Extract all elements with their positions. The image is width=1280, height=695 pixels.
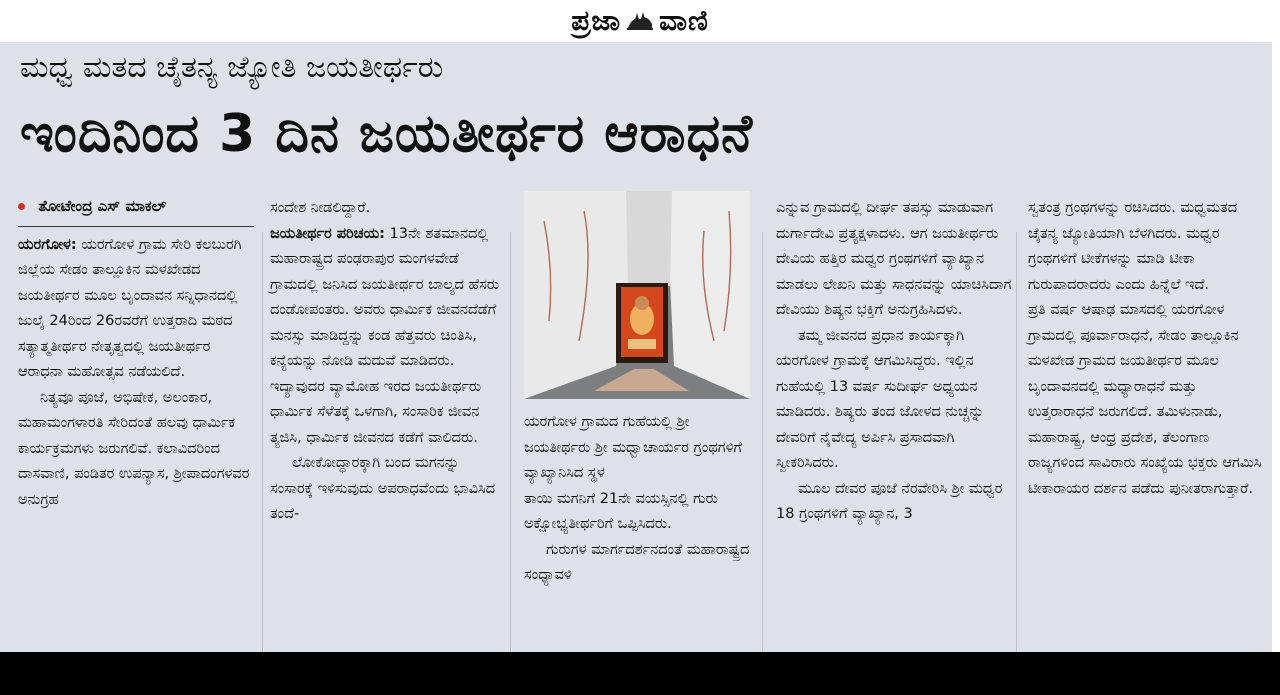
subhead: ಜಯತೀರ್ಥರ ಪರಿಚಯ: (270, 225, 385, 242)
paragraph: ತಾಯಿ ಮಗನಿಗೆ 21ನೇ ವಯಸ್ಸಿನಲ್ಲಿ ಗುರು ಅಕ್ಷೋಭ್ಯತೀರ್ಥರಿಗೆ ಒಪ್ಪಿಸಿದರು. (524, 490, 718, 532)
paragraph: ಸಂದೇಶ ನೀಡಲಿದ್ದಾರೆ. (270, 200, 371, 216)
article-page (0, 42, 1272, 652)
photo-caption: ಯರಗೋಳ ಗ್ರಾಮದ ಗುಹೆಯಲ್ಲಿ ಶ್ರೀ ಜಯತೀರ್ಥರು ಶ್ರೀ ಮಧ್ವಾಚಾರ್ಯರ ಗ್ರಂಥಗಳಿಗೆ ವ್ಯಾಖ್ಯಾನಿಸಿದ ಸ್ಥಳ (524, 414, 742, 481)
column-1 (18, 194, 254, 513)
paragraph: ಸ್ವತಂತ್ರ ಗ್ರಂಥಗಳನ್ನು ರಚಿಸಿದರು. ಮಧ್ವಮತದ ಚೈತನ್ಯ ಜ್ಯೋತಿಯಾಗಿ ಬೆಳಗಿದರು. ಮಧ್ವರ ಗ್ರಂಥಗಳಿಗೆ ಟೀಕೆಗಳನ್ನು ಮಾಡಿ ಟೀಕಾ ಗುರುಪಾದರಾದರು ಎಂದು ಹಿನ್ನೆಲೆ ಇದೆ. (1028, 200, 1238, 293)
masthead (0, 0, 1280, 42)
column-2 (270, 196, 504, 528)
kicker: ಮಧ್ವ ಮತದ ಚೈತನ್ಯ ಜ್ಯೋತಿ ಜಯತೀರ್ಥರು (20, 50, 444, 85)
cave-shrine-image (524, 191, 750, 399)
paragraph: ಮೂಲ ದೇವರ ಪೂಜೆ ನೆರವೇರಿಸಿ ಶ್ರೀ ಮಧ್ವರ 18 ಗ್ರಂಥಗಳಿಗೆ ವ್ಯಾಖ್ಯಾನ, 3 (776, 480, 1003, 522)
column-5 (1028, 196, 1262, 502)
paragraph (270, 222, 504, 452)
column-rule (510, 232, 511, 652)
emblem-icon (625, 10, 655, 32)
paragraph (18, 233, 254, 386)
paragraph-text: ಯರಗೋಳ ಗ್ರಾಮ ಸೇರಿ ಕಲಬುರಗಿ ಜಿಲ್ಲೆಯ ಸೇಡಂ ತಾಲ್ಲೂಕಿನ ಮಳಖೇಡದ ಜಯತೀರ್ಥರ ಮೂಲ ಬೃಂದಾವನ ಸನ್ನಿಧಾನದಲ್ಲಿ ಜುಲೈ 24ರಿಂದ 26ರವರೆಗೆ ಉತ್ತರಾದಿ ಮಠದ ಸತ್ಯಾತ್ಮತೀರ್ಥರ ನೇತೃತ್ವದಲ್ಲಿ ಜಯತೀರ್ಥರ ಆರಾಧನಾ ಮಹೋತ್ಸವ ನಡೆಯಲಿದೆ. (18, 236, 242, 380)
byline (18, 194, 254, 227)
column-rule (762, 232, 763, 652)
headline: ಇಂದಿನಿಂದ 3 ದಿನ ಜಯತೀರ್ಥರ ಆರಾಧನೆ (20, 104, 754, 164)
masthead-left: ಪ್ರಜಾ (571, 4, 622, 37)
dateline: ಯರಗೋಳ: (18, 236, 77, 253)
cave-photo (524, 191, 750, 399)
paragraph: ತಮ್ಮ ಜೀವನದ ಪ್ರಧಾನ ಕಾರ್ಯಕ್ಕಾಗಿ ಯರಗೋಳ ಗ್ರಾಮಕ್ಕೆ ಆಗಮಿಸಿದ್ದರು. ಇಲ್ಲಿನ ಗುಹೆಯಲ್ಲಿ 13 ವರ್ಷ ಸುದೀರ್ಘ ಅಧ್ಯಯನ ಮಾಡಿದರು. ಶಿಷ್ಯರು ತಂದ ಜೋಳದ ನುಚ್ಚನ್ನು ದೇವರಿಗೆ ನೈವೇದ್ಯ ಅರ್ಪಿಸಿ ಪ್ರಸಾದವಾಗಿ ಸ್ವೀಕರಿಸಿದರು. (776, 327, 984, 471)
byline-text: ತೋಟೇಂದ್ರ ಎಸ್ ಮಾಕಲ್ (38, 197, 167, 215)
bullet-icon (18, 203, 25, 210)
column-rule (1016, 232, 1017, 652)
paragraph: ನಿತ್ಯವೂ ಪೂಜೆ, ಅಭಿಷೇಕ, ಅಲಂಕಾರ, ಮಹಾಮಂಗಳಾರತಿ ಸೇರಿದಂತೆ ಹಲವು ಧಾರ್ಮಿಕ ಕಾರ್ಯಕ್ರಮಗಳು ಜರುಗಲಿವೆ. ಕಲಾವಿದರಿಂದ ದಾಸವಾಣಿ, ಪಂಡಿತರ ಉಪನ್ಯಾಸ, ಶ್ರೀಪಾದಂಗಳವರ ಅನುಗ್ರಹ (18, 389, 250, 508)
column-3 (524, 410, 754, 589)
column-rule (262, 232, 263, 652)
column-4 (776, 196, 1012, 528)
masthead-right: ವಾಣಿ (659, 4, 709, 37)
paragraph-text: 13ನೇ ಶತಮಾನದಲ್ಲಿ ಮಹಾರಾಷ್ಟ್ರದ ಪಂಢರಾಪುರ ಮಂಗಳವೇಡೆ ಗ್ರಾಮದಲ್ಲಿ ಜನಿಸಿದ ಜಯತೀರ್ಥರ ಬಾಲ್ಯದ ಹೆಸರು ದಂಡೋಪಂತರು. ಅವರು ಧಾರ್ಮಿಕ ಜೀವನದೆಡೆಗೆ ಮನಸ್ಸು ಮಾಡಿದ್ದನ್ನು ಕಂಡ ಹೆತ್ತವರು ಚಿಂತಿಸಿ, ಕನ್ಯೆಯನ್ನು ನೋಡಿ ಮದುವೆ ಮಾಡಿದರು. ಇದ್ಯಾವುದರ ವ್ಯಾಮೋಹ ಇರದ ಜಯತೀರ್ಥರು ಧಾರ್ಮಿಕ ಸೆಳೆತಕ್ಕೆ ಒಳಗಾಗಿ, ಸಂಸಾರಿಕ ಜೀವನ ತ್ಯಜಿಸಿ, ಧಾರ್ಮಿಕ ಜೀವನದ ಕಡೆಗೆ ವಾಲಿದರು. (270, 225, 500, 446)
paragraph: ಎನ್ನುವ ಗ್ರಾಮದಲ್ಲಿ ದೀರ್ಘ ತಪಸ್ಸು ಮಾಡುವಾಗ ದುರ್ಗಾದೇವಿ ಪ್ರತ್ಯಕ್ಷಳಾದಳು. ಆಗ ಜಯತೀರ್ಥರು ದೇವಿಯ ಹತ್ತಿರ ಮಧ್ವರ ಗ್ರಂಥಗಳಿಗೆ ವ್ಯಾಖ್ಯಾನ ಮಾಡಲು ಲೇಖನಿ ಮತ್ತು ಸಾಧನವನ್ನು ಯಾಚಿಸಿದಾಗ ದೇವಿಯು ಶಿಷ್ಯನ ಭಕ್ತಿಗೆ ಅನುಗ್ರಹಿಸಿದಳು. (776, 200, 1012, 318)
paragraph: ಲೋಕೋದ್ಧಾರಕ್ಕಾಗಿ ಬಂದ ಮಗನನ್ನು ಸಂಸಾರಕ್ಕೆ ಇಳಿಸುವುದು ಅಪರಾಧವೆಂದು ಭಾವಿಸಿದ ತಂದೆ- (270, 455, 496, 522)
bottom-bar (0, 652, 1280, 695)
paragraph: ಗುರುಗಳ ಮಾರ್ಗದರ್ಶನದಂತೆ ಮಹಾರಾಷ್ಟ್ರದ ಸಂಧ್ಯಾವಳಿ (524, 541, 750, 583)
paragraph: ಪ್ರತಿ ವರ್ಷ ಆಷಾಢ ಮಾಸದಲ್ಲಿ ಯರಗೋಳ ಗ್ರಾಮದಲ್ಲಿ ಪೂರ್ವಾರಾಧನೆ, ಸೇಡಂ ತಾಲ್ಲೂಕಿನ ಮಳಖೇಡ ಗ್ರಾಮದ ಜಯತೀರ್ಥರ ಮೂಲ ಬೃಂದಾವನದಲ್ಲಿ ಮಧ್ಯಾರಾಧನೆ ಮತ್ತು ಉತ್ತರಾರಾಧನೆ ಜರುಗಲಿದೆ. ತಮಿಳುನಾಡು, ಮಹಾರಾಷ್ಟ್ರ, ಆಂಧ್ರ ಪ್ರದೇಶ, ತೆಲಂಗಾಣ ರಾಜ್ಯಗಳಿಂದ ಸಾವಿರಾರು ಸಂಖ್ಯೆಯ ಭಕ್ತರು ಆಗಮಿಸಿ ಟೀಕಾರಾಯರ ದರ್ಶನ ಪಡೆದು ಪುನೀತರಾಗುತ್ತಾರೆ. (1028, 302, 1262, 497)
